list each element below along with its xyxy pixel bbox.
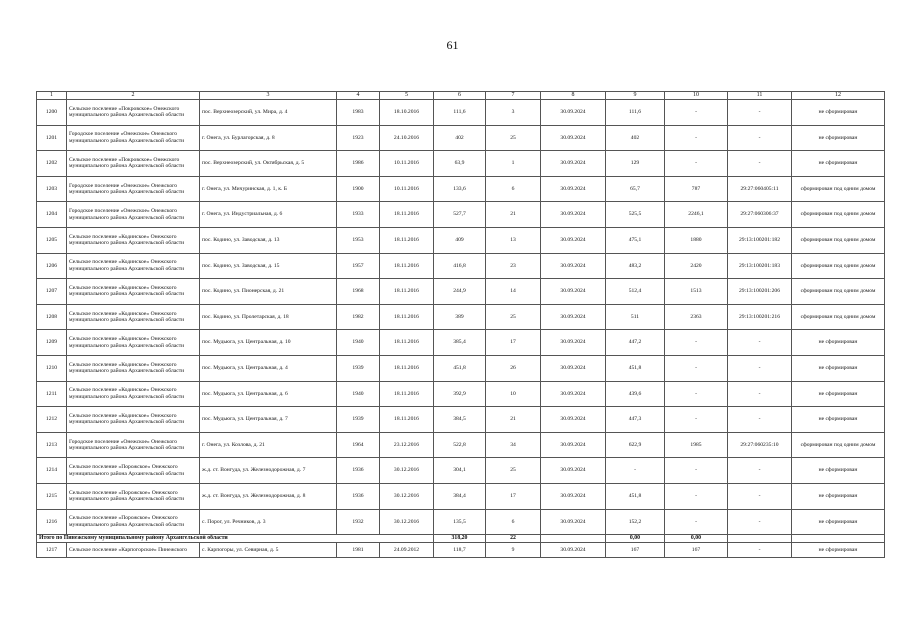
land-status-cell: сформирован под одним домом [792, 304, 885, 330]
residents-cell: 17 [486, 330, 541, 356]
settlement-cell: Сельское поселение «Кодинское» Онежского муниципального района Архангельской области [67, 279, 200, 305]
address-cell: пос. Мудьюга, ул. Центральная, д. 4 [200, 355, 337, 381]
recognition-date-cell: 24.10.2016 [380, 125, 434, 151]
area-cell: 392,9 [434, 381, 486, 407]
settlement-cell: Сельское поселение «Порожское» Онежского муниципального района Архангельской области [67, 483, 200, 509]
building-area-cell: 511 [606, 304, 665, 330]
column-number-cell: 10 [665, 92, 728, 100]
table-row [37, 407, 885, 433]
row-number-cell: 1209 [37, 330, 67, 356]
total-residents: 22 [486, 535, 541, 543]
total-empty-cell [728, 535, 792, 543]
area-cell: 135,5 [434, 509, 486, 535]
settlement-cell: Городское поселение «Онежское» Онежского муниципального района Архангельской области [67, 202, 200, 228]
planned-date-cell: 30.09.2024 [541, 176, 606, 202]
cadastral-number-cell: - [728, 125, 792, 151]
planned-date-cell: 30.09.2024 [541, 509, 606, 535]
settlement-cell: Сельское поселение «Покровское» Онежского муниципального района Архангельской области [67, 151, 200, 177]
area-cell: 63,9 [434, 151, 486, 177]
residents-cell: 14 [486, 279, 541, 305]
address-cell: пос. Мудьюга, ул. Центральная, д. 10 [200, 330, 337, 356]
planned-date-cell: 30.09.2024 [541, 543, 606, 558]
settlement-cell: Сельское поселение «Кодинское» Онежского муниципального района Архангельской области [67, 330, 200, 356]
settlement-cell: Сельское поселение «Порожское» Онежского муниципального района Архангельской области [67, 458, 200, 484]
table-row [37, 125, 885, 151]
area-cell: 451,8 [434, 355, 486, 381]
building-area-cell: 525,5 [606, 202, 665, 228]
land-area-cell: 1985 [665, 432, 728, 458]
planned-date-cell: 30.09.2024 [541, 330, 606, 356]
total-row [37, 535, 885, 543]
recognition-date-cell: 18.11.2016 [380, 279, 434, 305]
land-status-cell: не сформирован [792, 381, 885, 407]
residents-cell: 10 [486, 381, 541, 407]
area-cell: 385,4 [434, 330, 486, 356]
year-cell: 1940 [337, 330, 380, 356]
column-number-cell: 12 [792, 92, 885, 100]
building-area-cell: 152,2 [606, 509, 665, 535]
table-row [37, 253, 885, 279]
table-row [37, 100, 885, 126]
land-area-cell: 2363 [665, 304, 728, 330]
land-status-cell: сформирован под одним домом [792, 202, 885, 228]
planned-date-cell: 30.09.2024 [541, 279, 606, 305]
recognition-date-cell: 18.11.2016 [380, 330, 434, 356]
row-number-cell: 1217 [37, 543, 67, 558]
settlement-cell: Городское поселение «Онежское» Онежского муниципального района Архангельской области [67, 432, 200, 458]
residents-cell: 21 [486, 407, 541, 433]
area-cell: 304,1 [434, 458, 486, 484]
address-cell: пос. Мудьюга, ул. Центральная, д. 6 [200, 381, 337, 407]
row-number-cell: 1216 [37, 509, 67, 535]
building-area-cell: 447,2 [606, 330, 665, 356]
cadastral-number-cell: 29:27:060235:10 [728, 432, 792, 458]
land-area-cell: - [665, 483, 728, 509]
total-building-area: 0,00 [606, 535, 665, 543]
table-row [37, 355, 885, 381]
land-area-cell: 1880 [665, 227, 728, 253]
table-row [37, 458, 885, 484]
land-area-cell: - [665, 355, 728, 381]
land-area-cell: - [665, 125, 728, 151]
area-cell: 111,6 [434, 100, 486, 126]
table-row [37, 279, 885, 305]
year-cell: 1957 [337, 253, 380, 279]
total-land-area: 0,00 [665, 535, 728, 543]
cadastral-number-cell: - [728, 483, 792, 509]
recognition-date-cell: 30.12.2016 [380, 458, 434, 484]
column-number-cell: 3 [200, 92, 337, 100]
building-area-cell: 129 [606, 151, 665, 177]
building-area-cell: 451,8 [606, 355, 665, 381]
land-status-cell: сформирован под одним домом [792, 279, 885, 305]
cadastral-number-cell: - [728, 381, 792, 407]
land-area-cell: - [665, 407, 728, 433]
year-cell: 1981 [337, 543, 380, 558]
address-cell: пос. Кодино, ул. Заводская, д. 15 [200, 253, 337, 279]
residents-cell: 3 [486, 100, 541, 126]
address-cell: пос. Верхнеозерский, ул. Мира, д. 4 [200, 100, 337, 126]
land-area-cell: - [665, 330, 728, 356]
area-cell: 118,7 [434, 543, 486, 558]
area-cell: 416,8 [434, 253, 486, 279]
residents-cell: 25 [486, 304, 541, 330]
building-area-cell: 65,7 [606, 176, 665, 202]
cadastral-number-cell: - [728, 151, 792, 177]
row-number-cell: 1206 [37, 253, 67, 279]
planned-date-cell: 30.09.2024 [541, 407, 606, 433]
residents-cell: 17 [486, 483, 541, 509]
building-area-cell: 451,8 [606, 483, 665, 509]
land-status-cell: не сформирован [792, 100, 885, 126]
land-status-cell: не сформирован [792, 483, 885, 509]
land-area-cell: - [665, 509, 728, 535]
settlement-cell: Сельское поселение «Порожское» Онежского муниципального района Архангельской области [67, 509, 200, 535]
column-number-cell: 2 [67, 92, 200, 100]
cadastral-number-cell: - [728, 509, 792, 535]
residents-cell: 34 [486, 432, 541, 458]
total-area: 318,20 [434, 535, 486, 543]
address-cell: г. Онега, ул. Козлова, д. 21 [200, 432, 337, 458]
column-number-cell: 7 [486, 92, 541, 100]
recognition-date-cell: 18.11.2016 [380, 407, 434, 433]
settlement-cell: Сельское поселение «Кодинское» Онежского муниципального района Архангельской области [67, 253, 200, 279]
land-status-cell: сформирован под одним домом [792, 176, 885, 202]
total-label: Итого по Пинежскому муниципальному району Архангельской области [37, 535, 434, 543]
table-body [37, 92, 885, 558]
year-cell: 1932 [337, 509, 380, 535]
land-area-cell: 787 [665, 176, 728, 202]
year-cell: 1939 [337, 407, 380, 433]
year-cell: 1940 [337, 381, 380, 407]
row-number-cell: 1200 [37, 100, 67, 126]
table-row [37, 483, 885, 509]
land-status-cell: не сформирован [792, 330, 885, 356]
cadastral-number-cell: - [728, 407, 792, 433]
table-row [37, 176, 885, 202]
planned-date-cell: 30.09.2024 [541, 253, 606, 279]
land-area-cell: - [665, 458, 728, 484]
recognition-date-cell: 18.11.2016 [380, 304, 434, 330]
table-row [37, 543, 885, 558]
table-row [37, 432, 885, 458]
cadastral-number-cell: - [728, 543, 792, 558]
year-cell: 1936 [337, 483, 380, 509]
address-cell: ж.д. ст. Вонгуда, ул. Железнодорожная, д. 7 [200, 458, 337, 484]
year-cell: 1900 [337, 176, 380, 202]
residents-cell: 6 [486, 176, 541, 202]
row-number-cell: 1202 [37, 151, 67, 177]
planned-date-cell: 30.09.2024 [541, 432, 606, 458]
table-row [37, 151, 885, 177]
land-area-cell: 1513 [665, 279, 728, 305]
area-cell: 384,5 [434, 407, 486, 433]
column-number-cell: 5 [380, 92, 434, 100]
total-empty-cell [792, 535, 885, 543]
table-row [37, 304, 885, 330]
page-number: 61 [446, 38, 459, 52]
recognition-date-cell: 18.11.2016 [380, 202, 434, 228]
building-area-cell: 483,2 [606, 253, 665, 279]
land-area-cell: - [665, 151, 728, 177]
land-status-cell: не сформирован [792, 543, 885, 558]
column-number-row [37, 92, 885, 100]
area-cell: 133,6 [434, 176, 486, 202]
row-number-cell: 1205 [37, 227, 67, 253]
land-area-cell: 2246,1 [665, 202, 728, 228]
column-number-cell: 4 [337, 92, 380, 100]
residents-cell: 25 [486, 458, 541, 484]
settlement-cell: Сельское поселение «Покровское» Онежского муниципального района Архангельской области [67, 100, 200, 126]
table-row [37, 227, 885, 253]
cadastral-number-cell: - [728, 330, 792, 356]
year-cell: 1953 [337, 227, 380, 253]
land-status-cell: сформирован под одним домом [792, 432, 885, 458]
building-area-cell: 512,4 [606, 279, 665, 305]
residents-cell: 9 [486, 543, 541, 558]
recognition-date-cell: 10.11.2016 [380, 176, 434, 202]
cadastral-number-cell: 29:27:060405:11 [728, 176, 792, 202]
recognition-date-cell: 18.11.2016 [380, 381, 434, 407]
table-row [37, 381, 885, 407]
address-cell: г. Онега, ул. Мичуринская, д. 1, к. Б [200, 176, 337, 202]
area-cell: 409 [434, 227, 486, 253]
year-cell: 1983 [337, 100, 380, 126]
settlement-cell: Сельское поселение «Кодинское» Онежского муниципального района Архангельской области [67, 227, 200, 253]
land-status-cell: сформирован под одним домом [792, 227, 885, 253]
planned-date-cell: 30.09.2024 [541, 458, 606, 484]
row-number-cell: 1215 [37, 483, 67, 509]
recognition-date-cell: 24.09.2012 [380, 543, 434, 558]
settlement-cell: Городское поселение «Онежское» Онежского муниципального района Архангельской области [67, 176, 200, 202]
row-number-cell: 1212 [37, 407, 67, 433]
residents-cell: 1 [486, 151, 541, 177]
year-cell: 1923 [337, 125, 380, 151]
row-number-cell: 1208 [37, 304, 67, 330]
land-area-cell: - [665, 381, 728, 407]
address-cell: пос. Кодино, ул. Заводская, д. 13 [200, 227, 337, 253]
address-cell: пос. Кодино, ул. Пионерская, д. 21 [200, 279, 337, 305]
area-cell: 527,7 [434, 202, 486, 228]
cadastral-number-cell: - [728, 100, 792, 126]
total-empty-cell [541, 535, 606, 543]
row-number-cell: 1203 [37, 176, 67, 202]
land-status-cell: сформирован под одним домом [792, 253, 885, 279]
land-area-cell: 167 [665, 543, 728, 558]
row-number-cell: 1214 [37, 458, 67, 484]
row-number-cell: 1201 [37, 125, 67, 151]
residents-cell: 23 [486, 253, 541, 279]
building-area-cell: 447,3 [606, 407, 665, 433]
settlement-cell: Городское поселение «Онежское» Онежского муниципального района Архангельской области [67, 125, 200, 151]
cadastral-number-cell: 29:13:100201:216 [728, 304, 792, 330]
address-cell: пос. Мудьюга, ул. Центральная, д. 7 [200, 407, 337, 433]
building-area-cell: 439,6 [606, 381, 665, 407]
residents-cell: 21 [486, 202, 541, 228]
recognition-date-cell: 30.12.2016 [380, 483, 434, 509]
table-row [37, 509, 885, 535]
cadastral-number-cell: - [728, 458, 792, 484]
column-number-cell: 1 [37, 92, 67, 100]
row-number-cell: 1204 [37, 202, 67, 228]
settlement-cell: Сельское поселение «Кодинское» Онежского муниципального района Архангельской области [67, 407, 200, 433]
area-cell: 402 [434, 125, 486, 151]
address-cell: с. Карпогоры, ул. Севирная, д. 5 [200, 543, 337, 558]
year-cell: 1936 [337, 458, 380, 484]
residents-cell: 6 [486, 509, 541, 535]
recognition-date-cell: 18.11.2016 [380, 253, 434, 279]
cadastral-number-cell: 29:13:100201:182 [728, 227, 792, 253]
cadastral-number-cell: 29:13:100201:206 [728, 279, 792, 305]
building-area-cell: 622,9 [606, 432, 665, 458]
recognition-date-cell: 18.10.2016 [380, 100, 434, 126]
address-cell: с. Порог, ул. Речников, д. 3 [200, 509, 337, 535]
planned-date-cell: 30.09.2024 [541, 304, 606, 330]
address-cell: ж.д. ст. Вонгуда, ул. Железнодорожная, д. 8 [200, 483, 337, 509]
planned-date-cell: 30.09.2024 [541, 227, 606, 253]
column-number-cell: 6 [434, 92, 486, 100]
settlement-cell: Сельское поселение «Кодинское» Онежского муниципального района Архангельской области [67, 355, 200, 381]
residents-cell: 13 [486, 227, 541, 253]
cadastral-number-cell: 29:27:060306:37 [728, 202, 792, 228]
building-area-cell: 167 [606, 543, 665, 558]
planned-date-cell: 30.09.2024 [541, 125, 606, 151]
year-cell: 1968 [337, 279, 380, 305]
column-number-cell: 9 [606, 92, 665, 100]
land-area-cell: 2420 [665, 253, 728, 279]
row-number-cell: 1213 [37, 432, 67, 458]
building-area-cell: 402 [606, 125, 665, 151]
settlement-cell: Сельское поселение «Кодинское» Онежского муниципального района Архангельской области [67, 304, 200, 330]
recognition-date-cell: 18.11.2016 [380, 355, 434, 381]
building-area-cell: 475,1 [606, 227, 665, 253]
year-cell: 1939 [337, 355, 380, 381]
year-cell: 1933 [337, 202, 380, 228]
row-number-cell: 1207 [37, 279, 67, 305]
row-number-cell: 1211 [37, 381, 67, 407]
settlement-cell: Сельское поселение «Кодинское» Онежского муниципального района Архангельской области [67, 381, 200, 407]
area-cell: 522,8 [434, 432, 486, 458]
land-status-cell: не сформирован [792, 355, 885, 381]
area-cell: 384,4 [434, 483, 486, 509]
table-row [37, 202, 885, 228]
land-status-cell: не сформирован [792, 407, 885, 433]
land-status-cell: не сформирован [792, 458, 885, 484]
year-cell: 1982 [337, 304, 380, 330]
planned-date-cell: 30.09.2024 [541, 483, 606, 509]
housing-register-table [36, 91, 885, 558]
year-cell: 1986 [337, 151, 380, 177]
planned-date-cell: 30.09.2024 [541, 202, 606, 228]
recognition-date-cell: 30.12.2016 [380, 509, 434, 535]
residents-cell: 25 [486, 125, 541, 151]
building-area-cell: - [606, 458, 665, 484]
area-cell: 244,9 [434, 279, 486, 305]
settlement-cell: Сельское поселение «Карпогорское» Пинежского [67, 543, 200, 558]
row-number-cell: 1210 [37, 355, 67, 381]
address-cell: пос. Верхнеозерский, ул. Октябрьская, д. 5 [200, 151, 337, 177]
year-cell: 1964 [337, 432, 380, 458]
address-cell: г. Онега, ул. Индустриальная, д. 6 [200, 202, 337, 228]
planned-date-cell: 30.09.2024 [541, 381, 606, 407]
land-status-cell: не сформирован [792, 125, 885, 151]
address-cell: г. Онега, ул. Бурлагорская, д. 8 [200, 125, 337, 151]
building-area-cell: 111,6 [606, 100, 665, 126]
residents-cell: 26 [486, 355, 541, 381]
planned-date-cell: 30.09.2024 [541, 151, 606, 177]
recognition-date-cell: 23.12.2016 [380, 432, 434, 458]
recognition-date-cell: 18.11.2016 [380, 227, 434, 253]
cadastral-number-cell: 29:13:100201:183 [728, 253, 792, 279]
recognition-date-cell: 10.11.2016 [380, 151, 434, 177]
land-status-cell: не сформирован [792, 151, 885, 177]
column-number-cell: 8 [541, 92, 606, 100]
land-status-cell: не сформирован [792, 509, 885, 535]
area-cell: 389 [434, 304, 486, 330]
planned-date-cell: 30.09.2024 [541, 100, 606, 126]
address-cell: пос. Кодино, ул. Пролетарская, д. 18 [200, 304, 337, 330]
cadastral-number-cell: - [728, 355, 792, 381]
table-row [37, 330, 885, 356]
planned-date-cell: 30.09.2024 [541, 355, 606, 381]
column-number-cell: 11 [728, 92, 792, 100]
land-area-cell: - [665, 100, 728, 126]
